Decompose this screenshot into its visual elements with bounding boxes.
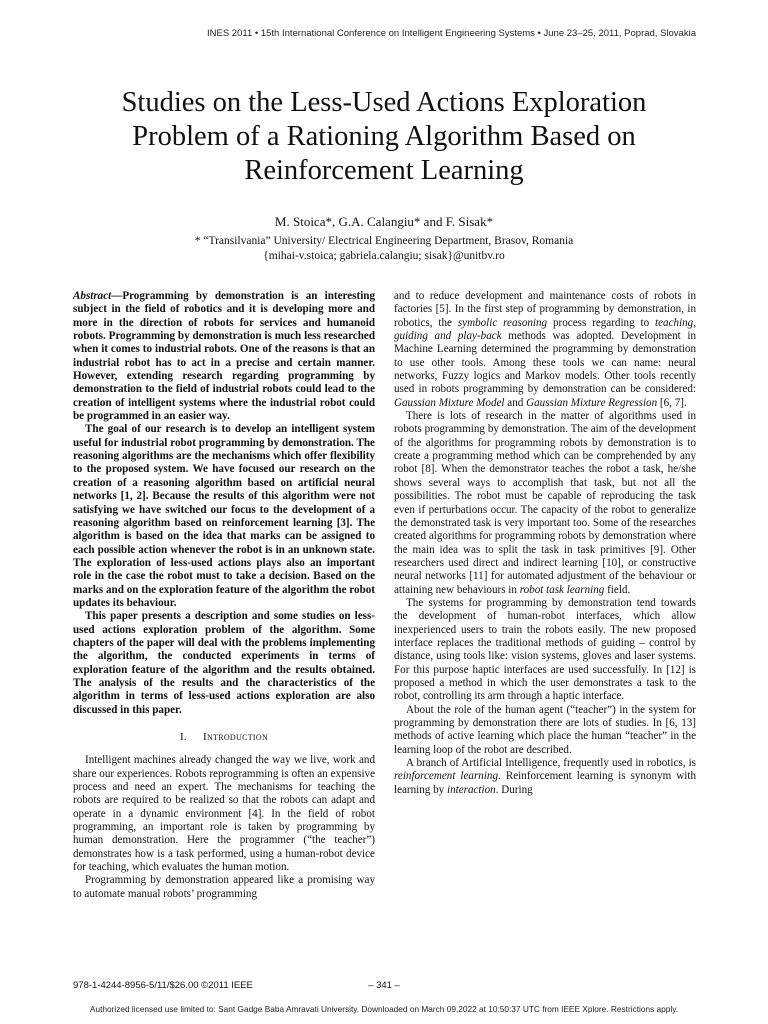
text-run: process regarding to: [547, 316, 656, 329]
right-paragraph-2: [394, 410, 696, 597]
right-paragraph-1: [394, 290, 696, 410]
abstract-paragraph-2: The goal of our research is to develop an intelligent system useful for industrial robot programming by demonstration. The reasoning algorithms are the mechanisms which offer flexibility to the proposed system. We have focused our research on the creation of a reasoning algorithm based on artificial neural networks [1, 2]. Because the results of this algorithm were not satisfying we have switched our focus to the development of a reasoning algorithm based on reinforcement learning [3]. The algorithm is based on the idea that marks can be assigned to each possible action whenever the robot is in an unknown state. The exploration of less-used actions plays also an important role in the case the robot must to take a decision. Based on the marks and on the exploration feature of the algorithm the robot updates its behaviour.: [73, 423, 375, 609]
text-run: methods was adopted. Development in Machine Learning determined the programming by demonstration to use other tools. Among these tools we can name: neural networks, Fuzzy logics and Markov models. Other tools recently used in robots programming by demonstration can be considered:: [394, 330, 696, 396]
right-column: [394, 290, 696, 797]
abstract-label: Abstract: [73, 290, 112, 302]
abstract-text-1: —Programming by demonstration is an interesting subject in the field of robotics and it is developing more and more in the direction of robots for services and humanoid robots. Programming by demonstration is much less researched when it comes to industrial robots. One of the reasons is that an industrial robot has to act in a precise and certain manner. However, extending research regarding programming by demonstration to the field of industrial robots could lead to the creation of intelligent systems where the industrial robot could be programmed in an easier way.: [73, 290, 375, 423]
emphasis: symbolic reasoning: [457, 316, 548, 329]
affiliation: * “Transilvania” University/ Electrical Engineering Department, Brasov, Romania: [194, 235, 574, 247]
intro-paragraph-2: Programming by demonstration appeared like a promising way to automate manual robots’ programming: [73, 874, 375, 900]
emphasis: Gaussian Mixture Regression: [526, 396, 658, 409]
text-run: and to reduce development and maintenance costs of robots in factories [5]. In the first step of programming by demonstration, in robotics, the: [394, 290, 696, 329]
paper-title: [60, 86, 708, 188]
page-number: – 341 –: [368, 980, 400, 991]
section-heading-introduction: [73, 731, 375, 744]
author-names: M. Stoica*, G.A. Calangiu* and F. Sisak*: [274, 214, 494, 229]
section-number: I.: [179, 731, 187, 743]
footer-isbn: 978-1-4244-8956-5/11/$26.00 ©2011 IEEE: [73, 980, 253, 991]
section-title: Introduction: [202, 731, 269, 743]
title-line-2: Problem of a Rationing Algorithm Based on: [132, 121, 636, 152]
abstract-paragraph-1: [73, 290, 375, 423]
right-paragraph-4: About the role of the human agent (“teacher”) in the system for programming by demonstration there are lots of studies. In [6, 13] methods of active learning which place the human “teacher” in the learning loop of the robot are described.: [394, 703, 696, 756]
title-line-3: Reinforcement Learning: [244, 155, 524, 186]
right-paragraph-5: [394, 757, 696, 797]
text-run: There is lots of research in the matter of algorithms used in robots programming by demonstration. The aim of the development of the algorithms for programming robots by demonstration is to create a programming method which can be comprehended by any robot [8]. When the demonstrator teaches the robot a task, he/she shows several ways to accomplish that task, but not all the possibilities. The robot must be capable of reproducing the task even if perturbations occur. The capacity of the robot to generalize the demonstrated task is very important too. Some of the researches created algorithms for programming robots by demonstration where the main idea was to split the task in task primitives [9]. Other researchers used direct and indirect learning [10], or constructive neural networks [11] for automated adjustment of the behaviour or attaining new behaviours in: [394, 410, 696, 596]
intro-paragraph-1: Intelligent machines already changed the way we live, work and share our experiences. Robots reprogramming is often an expensive process and need an expert. The mechanisms for teaching the robots are required to be realized so that the robots can adapt and operate in a dynamic environment [4]. In the field of robot programming, an important role is taken by programming by human demonstration. Here the programmer (“the teacher”) demonstrates how is a task performed, using a human-robot device for teaching, which evaluates the human motion.: [73, 754, 375, 874]
title-line-1: Studies on the Less-Used Actions Exploration: [121, 87, 647, 118]
text-run: field.: [604, 583, 631, 596]
conference-header: INES 2011 • 15th International Conference on Intelligent Engineering Systems • June 23–25, 2011, Poprad, Slovakia: [206, 28, 696, 39]
text-run: and: [504, 396, 527, 409]
emphasis: teaching, guiding and play-back: [394, 316, 697, 343]
right-paragraph-3: The systems for programming by demonstration tend towards the development of human-robot interfaces, which allow inexperienced users to train the robots easily. The new proposed interface replaces the traditional methods of guiding – control by distance, using tools like: vision systems, gloves and laser systems. For this purpose haptic interfaces are used successfully. In [12] is proposed a method in which the user demonstrates a task to the robot, controlling its arm through a haptic interface.: [394, 596, 696, 703]
emphasis: reinforcement learning: [394, 770, 499, 783]
text-run: . Reinforcement learning is synonym with learning by: [394, 770, 696, 796]
author-emails: {mihai-v.stoica; gabriela.calangiu; sisak}@unitbv.ro: [263, 250, 505, 262]
text-run: [6, 7].: [657, 396, 687, 409]
license-notice: Authorized licensed use limited to: Sant Gadge Baba Amravati University. Downloaded on March 09,2022 at 10:50:37 UTC from IEEE Xplore. Restrictions apply.: [89, 1004, 679, 1014]
abstract: [73, 290, 375, 717]
emphasis: robot task learning: [519, 583, 605, 596]
abstract-paragraph-3: This paper presents a description and some studies on less-used actions exploration problem of the algorithm. Some chapters of the paper will deal with the problems implementing the algorithm, the conducted experiments in terms of exploration feature of the algorithm and the results obtained. The analysis of the results and the characteristics of the algorithm in terms of less-used actions exploration are also discussed in this paper.: [73, 610, 375, 716]
emphasis: Gaussian Mixture Model: [394, 396, 505, 409]
text-run: A branch of Artificial Intelligence, frequently used in robotics, is: [406, 757, 696, 770]
author-affiliation-block: [0, 234, 768, 264]
left-column: [73, 290, 375, 901]
text-run: . During: [495, 783, 533, 796]
emphasis: interaction: [447, 783, 496, 796]
